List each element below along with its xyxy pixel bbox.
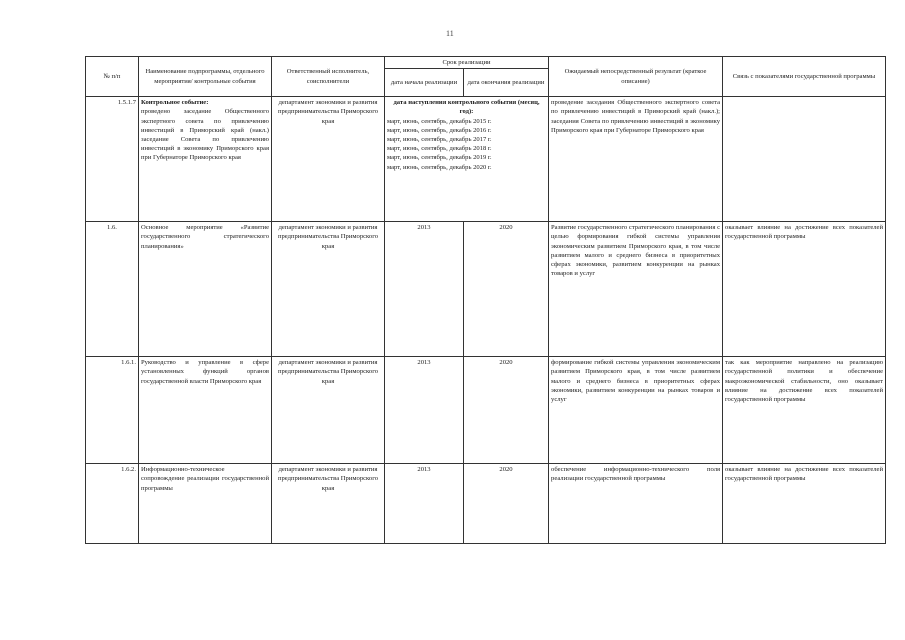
row-end-year: 2020 xyxy=(464,464,549,544)
row-end-year: 2020 xyxy=(464,357,549,464)
table-row xyxy=(86,357,886,464)
table-row xyxy=(86,222,886,357)
event-date-line: март, июнь, сентябрь, декабрь 2016 г. xyxy=(387,126,492,134)
program-table xyxy=(85,56,886,544)
header-result: Ожидаемый непосредственный результат (краткое описание) xyxy=(549,57,723,97)
row-link: оказывает влияние на достижение всех показателей государственной программы xyxy=(723,464,886,544)
header-start: дата начала реализации xyxy=(385,69,464,97)
row-result: проведение заседания Общественного экспертного совета по привлечению инвестиций в Приморский край (накл.); заседания Совета по привлечению инвестиций в экономику Приморского края при Губернаторе Приморского края xyxy=(549,97,723,222)
row-start-year: 2013 xyxy=(385,222,464,357)
header-end: дата окончания реализации xyxy=(464,69,549,97)
row-number: 1.5.1.7 xyxy=(86,97,139,222)
event-date-line: март, июнь, сентябрь, декабрь 2019 г. xyxy=(387,154,492,162)
row-start-year: 2013 xyxy=(385,357,464,464)
row-executor: департамент экономики и развития предпринимательства Приморского края xyxy=(272,357,385,464)
row-link: так как мероприятие направлено на реализацию государственной политики и обеспечение макроэкономической стабильности, оно оказывает влияние на достижение всех показателей государственной программы xyxy=(723,357,886,464)
table-row xyxy=(86,97,886,222)
event-date-line: март, июнь, сентябрь, декабрь 2017 г. xyxy=(387,136,492,144)
header-executor: Ответственный исполнитель, соисполнители xyxy=(272,57,385,97)
page-number: 11 xyxy=(446,29,454,38)
row-executor: департамент экономики и развития предпринимательства Приморского края xyxy=(272,464,385,544)
event-date-line: март, июнь, сентябрь, декабрь 2015 г. xyxy=(387,117,492,125)
row-link xyxy=(723,97,886,222)
row-name: Информационно-техническое сопровождение реализации государственной программы xyxy=(139,464,272,544)
row-executor: департамент экономики и развития предпринимательства Приморского края xyxy=(272,222,385,357)
row-number: 1.6.1. xyxy=(86,357,139,464)
table-row xyxy=(86,464,886,544)
row-end-year: 2020 xyxy=(464,222,549,357)
row-event-dates-cell xyxy=(385,97,549,222)
event-dates-title: дата наступления контрольного события (месяц, год): xyxy=(393,99,540,116)
header-num: № п/п xyxy=(86,57,139,97)
header-link: Связь с показателями государственной программы xyxy=(723,57,886,97)
event-date-line: март, июнь, сентябрь, декабрь 2018 г. xyxy=(387,145,492,153)
row-name: Руководство и управление в сфере установленных функций органов государственной власти Приморского края xyxy=(139,357,272,464)
row-name: проведено заседание Общественного экспертного совета по привлечению инвестиций в Приморский край (накл.) заседание Совета по привлечению инвестиций в экономику Приморского края при Губернаторе Приморского края xyxy=(141,108,269,162)
row-executor: департамент экономики и развития предпринимательства Приморского края xyxy=(272,97,385,222)
header-name: Наименование подпрограммы, отдельного мероприятия/ контрольные события xyxy=(139,57,272,97)
control-event-title: Контрольное событие: xyxy=(141,99,209,107)
header-period: Срок реализации xyxy=(385,57,549,69)
row-name-cell xyxy=(139,97,272,222)
row-name: Основное мероприятие «Развитие государственного стратегического планирования» xyxy=(139,222,272,357)
row-result: формирование гибкой системы управления экономическим развитием Приморского края, в том числе развитием малого и среднего бизнеса в приоритетных сферах экономики, развитием конкуренции на рынках товаров и услуг xyxy=(549,357,723,464)
row-number: 1.6. xyxy=(86,222,139,357)
row-result: обеспечение информационно-технического поля реализации государственной программы xyxy=(549,464,723,544)
row-result: Развитие государственного стратегического планирования с целью формирования гибкой системы управления экономическим развитием Приморского края, в том числе развитием малого и среднего бизнеса в приоритетных сферах экономики, развитием конкуренции на рынках товаров и услуг xyxy=(549,222,723,357)
row-link: оказывает влияние на достижение всех показателей государственной программы xyxy=(723,222,886,357)
row-number: 1.6.2. xyxy=(86,464,139,544)
event-date-line: март, июнь, сентябрь, декабрь 2020 г. xyxy=(387,163,492,171)
row-start-year: 2013 xyxy=(385,464,464,544)
